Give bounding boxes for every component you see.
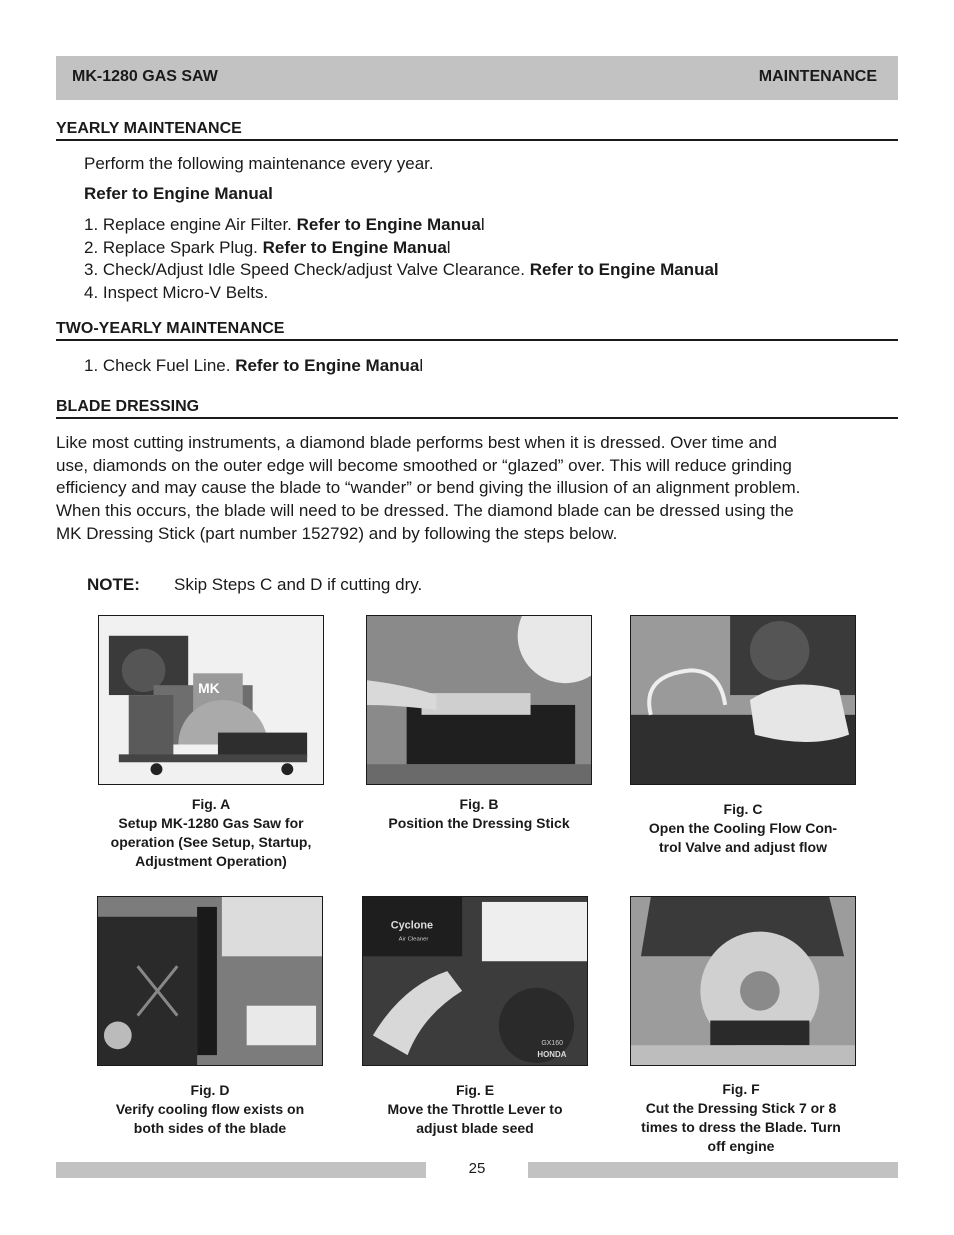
yearly-item-text: 3. Check/Adjust Idle Speed Check/adjust Valve Clearance. bbox=[84, 260, 530, 279]
svg-text:MK: MK bbox=[198, 680, 220, 697]
caption-line: Verify cooling flow exists on bbox=[115, 1101, 305, 1117]
header-section-title: MAINTENANCE bbox=[758, 68, 877, 85]
paragraph-line: use, diamonds on the outer edge will become smoothed or “glazed” over. This will reduce grinding bbox=[56, 455, 792, 475]
figure-id: Fig. E bbox=[455, 1082, 495, 1098]
svg-text:Cyclone: Cyclone bbox=[390, 919, 434, 932]
yearly-item bbox=[84, 283, 268, 303]
figure-id: Fig. B bbox=[459, 796, 499, 812]
caption-line: Setup MK-1280 Gas Saw for bbox=[118, 815, 304, 831]
svg-text:Air Cleaner: Air Cleaner bbox=[398, 936, 429, 943]
figure-d-caption bbox=[90, 1081, 330, 1138]
figure-d-photo bbox=[97, 896, 323, 1066]
page-header-bar bbox=[56, 56, 898, 100]
caption-line: Adjustment Operation) bbox=[135, 853, 287, 869]
caption-line: Move the Throttle Lever to bbox=[387, 1101, 563, 1117]
footer-bar-right bbox=[528, 1162, 898, 1178]
yearly-item-text: 2. Replace Spark Plug. bbox=[84, 238, 263, 257]
figure-id: Fig. C bbox=[723, 801, 763, 817]
yearly-maintenance-heading: YEARLY MAINTENANCE bbox=[56, 120, 898, 141]
caption-line: trol Valve and adjust flow bbox=[658, 839, 828, 855]
yearly-intro: Perform the following maintenance every year. bbox=[84, 154, 434, 173]
two-yearly-item-text: 1. Check Fuel Line. bbox=[84, 356, 236, 375]
figure-e-photo bbox=[362, 896, 588, 1066]
footer-bar-left bbox=[56, 1162, 426, 1178]
figure-e-caption bbox=[355, 1081, 595, 1138]
blade-dressing-paragraph bbox=[56, 432, 898, 546]
figure-id: Fig. F bbox=[722, 1081, 760, 1097]
svg-text:GX160: GX160 bbox=[541, 1040, 563, 1048]
yearly-item bbox=[84, 215, 485, 235]
paragraph-line: Like most cutting instruments, a diamond blade performs best when it is dressed. Over time and bbox=[56, 433, 777, 452]
paragraph-line: MK Dressing Stick (part number 152792) and by following the steps below. bbox=[56, 523, 618, 543]
figure-b-photo bbox=[366, 615, 592, 785]
blade-dressing-heading: BLADE DRESSING bbox=[56, 398, 898, 419]
figure-id: Fig. A bbox=[191, 796, 231, 812]
caption-line: Position the Dressing Stick bbox=[388, 815, 570, 831]
two-yearly-item-tail: l bbox=[419, 356, 424, 375]
svg-text:HONDA: HONDA bbox=[537, 1050, 567, 1060]
caption-line: off engine bbox=[707, 1138, 775, 1154]
yearly-item-text: 1. Replace engine Air Filter. bbox=[84, 215, 297, 234]
two-yearly-maintenance-heading: TWO-YEARLY MAINTENANCE bbox=[56, 320, 898, 341]
yearly-item bbox=[84, 238, 451, 258]
yearly-item-refer: Refer to Engine Manua bbox=[262, 238, 447, 257]
figure-id: Fig. D bbox=[190, 1082, 230, 1098]
note-text: Skip Steps C and D if cutting dry. bbox=[174, 575, 423, 594]
note-label: NOTE: bbox=[87, 575, 140, 594]
yearly-refer-note: Refer to Engine Manual bbox=[84, 184, 273, 203]
figure-f-caption bbox=[621, 1080, 861, 1156]
header-product-title: MK-1280 GAS SAW bbox=[72, 68, 218, 85]
yearly-item-refer: Refer to Engine Manual bbox=[529, 260, 719, 279]
figure-a-caption bbox=[91, 795, 331, 871]
caption-line: both sides of the blade bbox=[133, 1120, 287, 1136]
two-yearly-item-refer: Refer to Engine Manua bbox=[235, 356, 420, 375]
figure-f-photo bbox=[630, 896, 856, 1066]
caption-line: operation (See Setup, Startup, bbox=[110, 834, 312, 850]
yearly-item-tail: l bbox=[446, 238, 451, 257]
caption-line: adjust blade seed bbox=[416, 1120, 534, 1136]
figure-c-photo bbox=[630, 615, 856, 785]
yearly-item bbox=[84, 260, 719, 280]
yearly-item-text: 4. Inspect Micro-V Belts. bbox=[84, 283, 269, 302]
yearly-item-refer: Refer to Engine Manua bbox=[296, 215, 481, 234]
page-number: 25 bbox=[468, 1160, 486, 1177]
paragraph-line: When this occurs, the blade will need to be dressed. The diamond blade can be dressed using the bbox=[56, 501, 794, 521]
figure-c-caption bbox=[623, 800, 863, 857]
paragraph-line: efficiency and may cause the blade to “wander” or bend giving the illusion of an alignment problem. bbox=[56, 478, 801, 498]
caption-line: Cut the Dressing Stick 7 or 8 bbox=[645, 1100, 837, 1116]
two-yearly-item bbox=[84, 356, 423, 376]
yearly-item-tail: l bbox=[480, 215, 485, 234]
caption-line: Open the Cooling Flow Con- bbox=[648, 820, 838, 836]
figure-b-caption bbox=[359, 795, 599, 833]
caption-line: times to dress the Blade. Turn bbox=[641, 1119, 841, 1135]
figure-a-photo bbox=[98, 615, 324, 785]
